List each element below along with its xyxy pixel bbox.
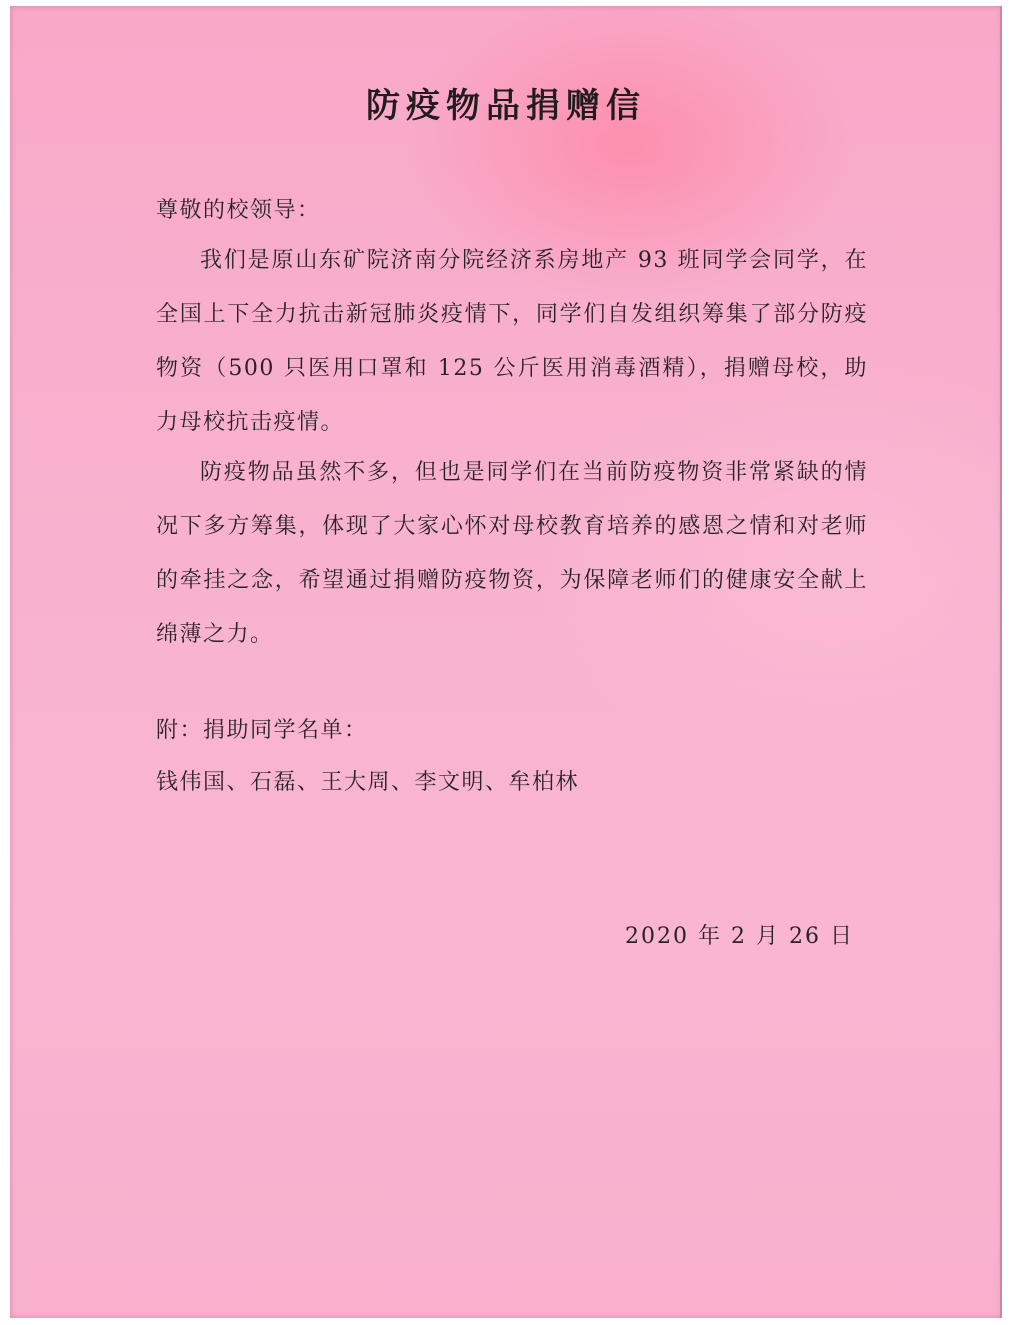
appendix-label: 附：捐助同学名单： <box>156 718 368 743</box>
salutation: 尊敬的校领导： <box>156 198 321 223</box>
paragraph-1: 我们是原山东矿院济南分院经济系房地产 93 班同学会同学，在全国上下全力抗击新冠肺炎疫情下，同学们自发组织筹集了部分防疫物资（500 只医用口罩和 125 公斤医用消毒酒精），捐赠母校，助力母校抗击疫情。 <box>156 248 868 435</box>
pink-paper-sheet <box>10 6 1002 1318</box>
letter-date: 2020 年 2 月 26 日 <box>625 924 854 949</box>
donor-names: 钱伟国、石磊、王大周、李文明、牟柏林 <box>156 770 580 795</box>
paragraph-1-block <box>156 234 868 450</box>
paragraph-2: 防疫物品虽然不多，但也是同学们在当前防疫物资非常紧缺的情况下多方筹集，体现了大家心怀对母校教育培养的感恩之情和对老师的牵挂之念，希望通过捐赠防疫物资，为保障老师们的健康安全献上绵薄之力。 <box>156 460 868 647</box>
donation-letter <box>10 6 1002 1318</box>
paragraph-2-block <box>156 446 868 662</box>
letter-title: 防疫物品捐赠信 <box>366 86 646 126</box>
